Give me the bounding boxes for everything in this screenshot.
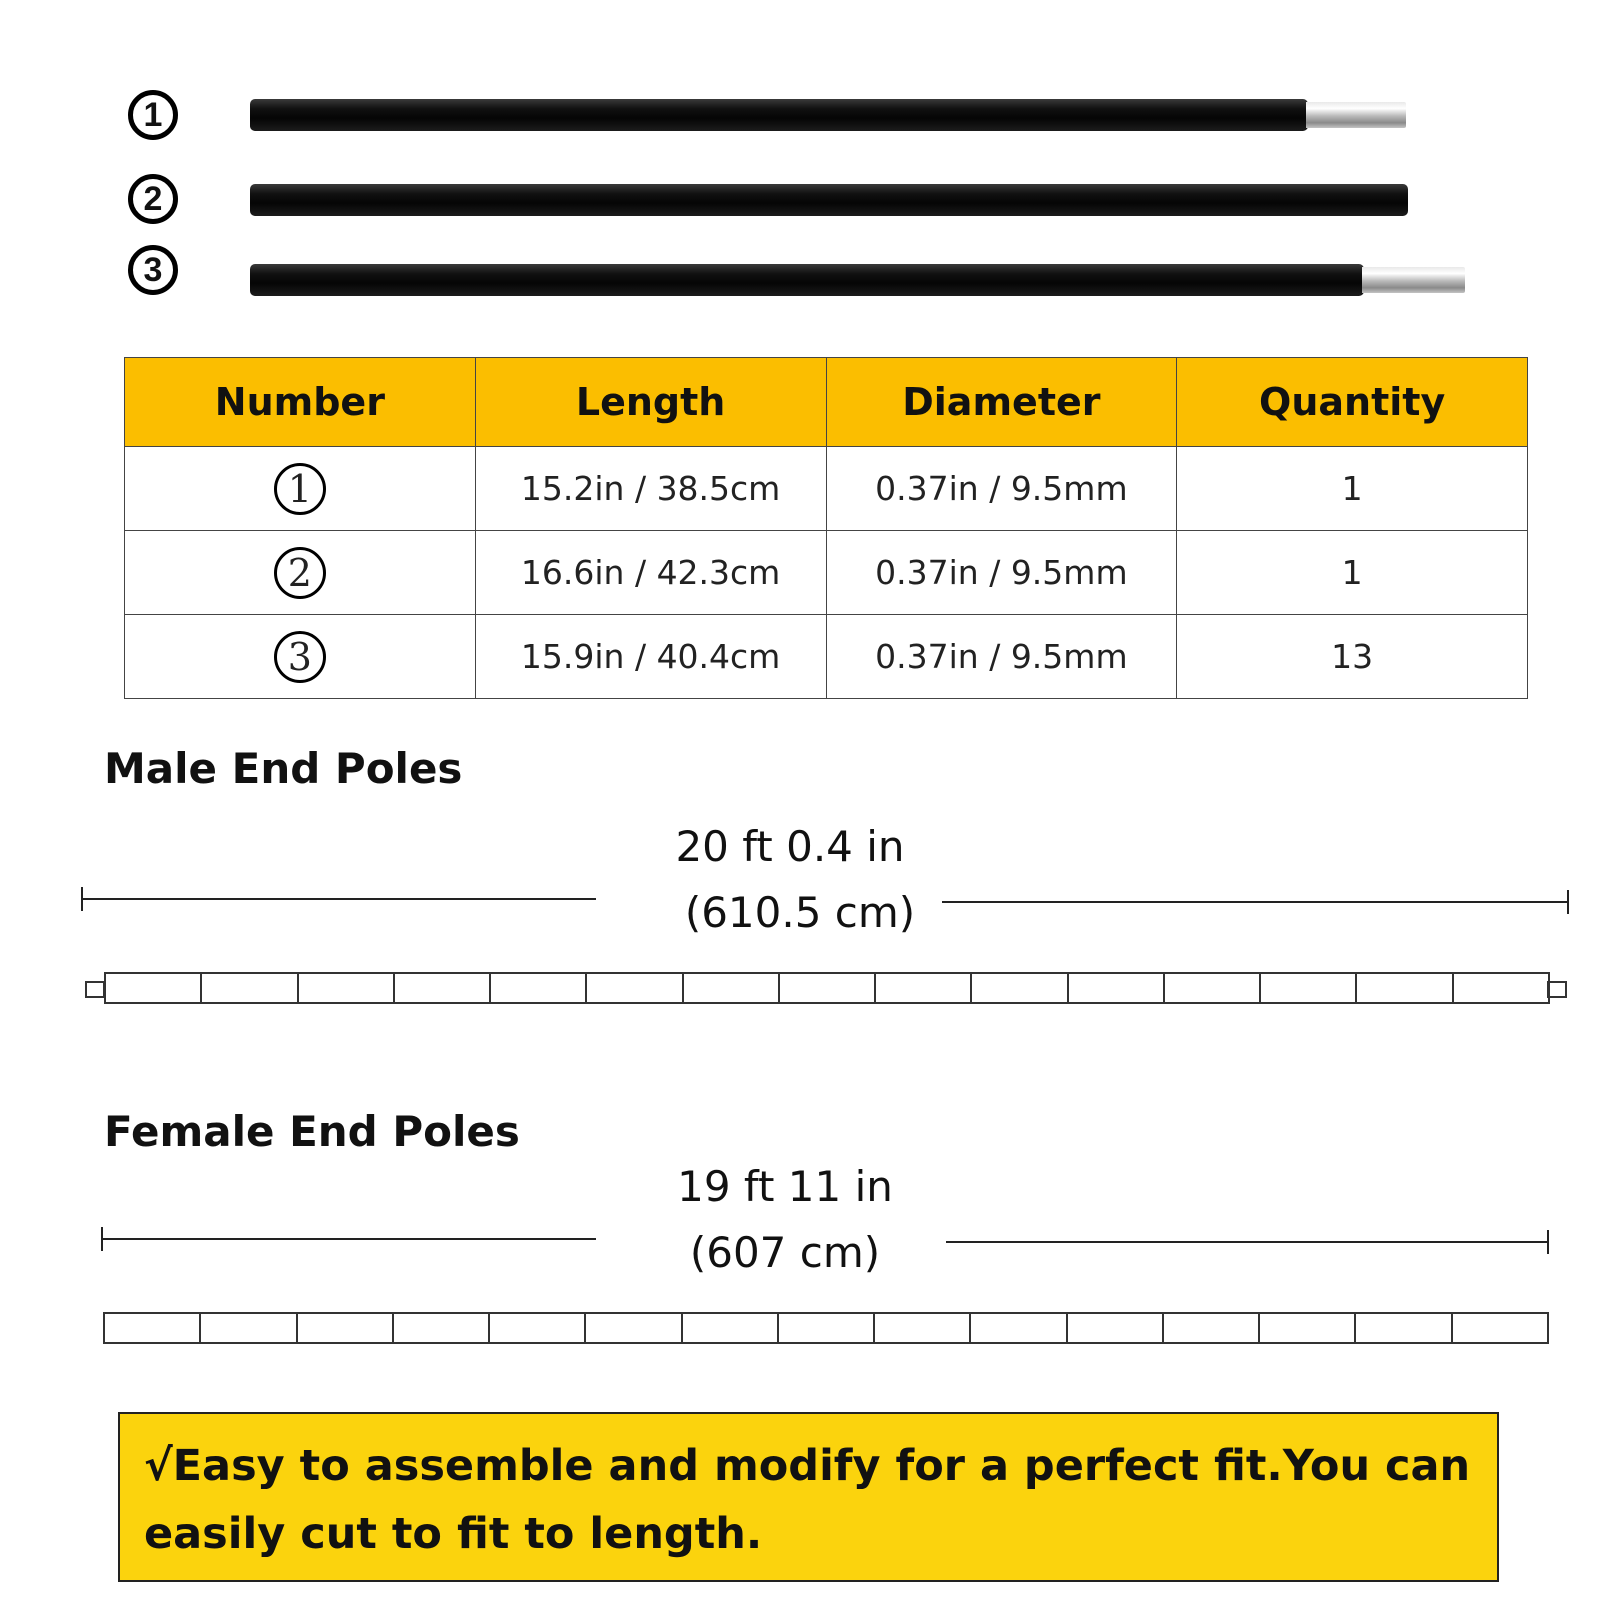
- female-end-title: Female End Poles: [104, 1107, 520, 1156]
- pole-segment: [1261, 974, 1357, 1002]
- cell-diameter: 0.37in / 9.5mm: [826, 615, 1177, 699]
- cell-length: 15.2in / 38.5cm: [475, 447, 826, 531]
- male-dimension-line: [82, 887, 1568, 914]
- assembly-note-box: [118, 1412, 1499, 1582]
- pole-segment: [780, 974, 876, 1002]
- pole-segment: [394, 1314, 490, 1342]
- male-end-title: Male End Poles: [104, 744, 463, 793]
- male-length-metric: (610.5 cm): [684, 888, 916, 937]
- pole-segment: [491, 974, 587, 1002]
- number-circle-icon: 3: [274, 631, 326, 683]
- pole-segment: [587, 974, 683, 1002]
- pole-segment: [1164, 1314, 1260, 1342]
- female-length-metric: (607 cm): [689, 1228, 881, 1277]
- pole-segment: [1068, 1314, 1164, 1342]
- pole-segment: [586, 1314, 682, 1342]
- female-assembled-pole: [103, 1312, 1549, 1344]
- header-length: Length: [475, 358, 826, 447]
- pole-segment: [106, 974, 202, 1002]
- header-number: Number: [125, 358, 476, 447]
- pole-segment: [1069, 974, 1165, 1002]
- assembly-note-text: √Easy to assemble and modify for a perfect fit.You can easily cut to fit to length.: [144, 1441, 1471, 1559]
- cell-diameter: 0.37in / 9.5mm: [826, 447, 1177, 531]
- pole-number-1-icon: 1: [128, 90, 178, 140]
- pole-segment: [876, 974, 972, 1002]
- pole-segment: [201, 1314, 297, 1342]
- pole-segment: [683, 1314, 779, 1342]
- pole-segment: [490, 1314, 586, 1342]
- pole-segment: [105, 1314, 201, 1342]
- pole-segment: [1260, 1314, 1356, 1342]
- pole-segment: [972, 974, 1068, 1002]
- cell-length: 16.6in / 42.3cm: [475, 531, 826, 615]
- cell-quantity: 1: [1177, 531, 1528, 615]
- pole-segment: [1356, 1314, 1452, 1342]
- pole-segment: [1454, 974, 1548, 1002]
- pole-segment: [299, 974, 395, 1002]
- number-circle-icon: 1: [274, 463, 326, 515]
- male-assembled-pole: [104, 972, 1550, 1004]
- pole-number-3-icon: 3: [128, 245, 178, 295]
- pole-segment: [779, 1314, 875, 1342]
- number-circle-icon: 2: [274, 547, 326, 599]
- pole-segment: [298, 1314, 394, 1342]
- cell-length: 15.9in / 40.4cm: [475, 615, 826, 699]
- pole-segment: [1165, 974, 1261, 1002]
- male-length-imperial: 20 ft 0.4 in: [675, 822, 905, 871]
- cell-quantity: 1: [1177, 447, 1528, 531]
- pole-segment: [971, 1314, 1067, 1342]
- cell-diameter: 0.37in / 9.5mm: [826, 531, 1177, 615]
- pole-segment: [684, 974, 780, 1002]
- pole-segment: [875, 1314, 971, 1342]
- female-length-imperial: 19 ft 11 in: [677, 1162, 893, 1211]
- pole-segment: [1357, 974, 1453, 1002]
- pole-segment: [1453, 1314, 1547, 1342]
- cell-quantity: 13: [1177, 615, 1528, 699]
- header-diameter: Diameter: [826, 358, 1177, 447]
- pole-segment: [202, 974, 298, 1002]
- pole-segment: [395, 974, 491, 1002]
- pole-number-2-icon: 2: [128, 174, 178, 224]
- header-quantity: Quantity: [1177, 358, 1528, 447]
